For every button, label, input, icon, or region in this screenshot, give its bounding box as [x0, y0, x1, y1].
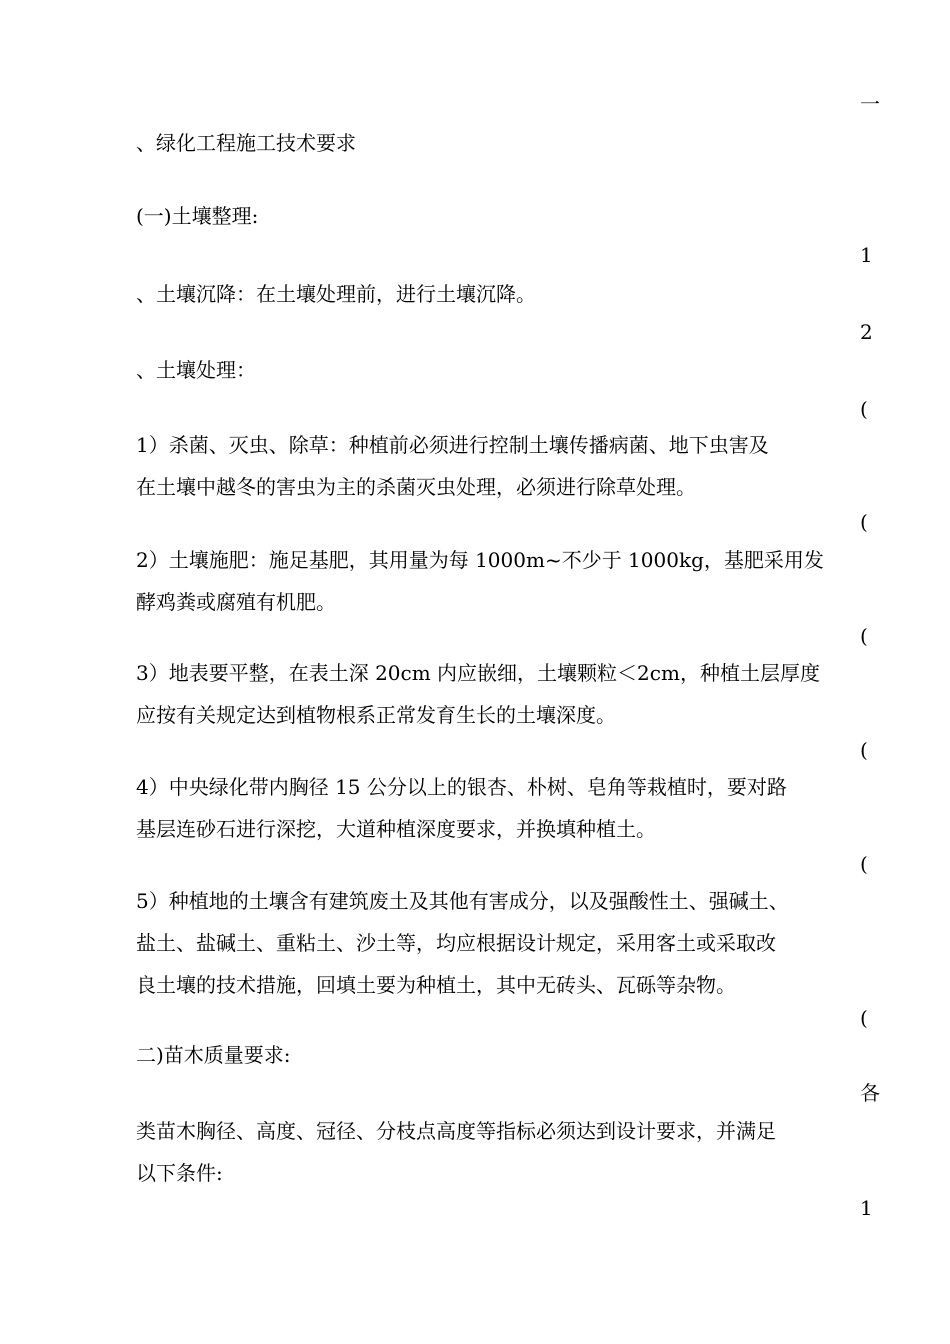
paragraph-3 [136, 652, 876, 736]
margin-number-1-bottom: 1 [860, 1196, 873, 1220]
paragraph-1-line-1: 1）杀菌、灭虫、除草：种植前必须进行控制土壤传播病菌、地下虫害及 [136, 433, 769, 457]
margin-char-yi: 一 [860, 92, 880, 116]
item-1-text: 、土壤沉降：在土壤处理前，进行土壤沉降。 [136, 282, 536, 306]
paragraph-4 [136, 766, 876, 850]
margin-number-1: 1 [860, 243, 873, 267]
document-title: 、绿化工程施工技术要求 [136, 131, 356, 155]
paragraph-5 [136, 880, 876, 1006]
margin-paren-5: ( [860, 852, 868, 876]
paragraph-2-line-1: 2）土壤施肥：施足基肥，其用量为每 1000m~不少于 1000kg，基肥采用发 [136, 548, 824, 572]
margin-number-2: 2 [860, 320, 873, 344]
paragraph-2-line-2: 酵鸡粪或腐殖有机肥。 [136, 590, 336, 614]
paragraph-3-line-2: 应按有关规定达到植物根系正常发育生长的土壤深度。 [136, 703, 616, 727]
section-2-line-1: 类苗木胸径、高度、冠径、分枝点高度等指标必须达到设计要求，并满足 [136, 1119, 776, 1143]
section-2-line-2: 以下条件: [136, 1161, 223, 1185]
margin-paren-3: ( [860, 624, 868, 648]
margin-paren-4: ( [860, 738, 868, 762]
paragraph-5-line-1: 5）种植地的土壤含有建筑废土及其他有害成分，以及强酸性土、强碱土、 [136, 889, 789, 913]
paragraph-5-line-3: 良土壤的技术措施，回填土要为种植土，其中无砖头、瓦砾等杂物。 [136, 973, 736, 997]
paragraph-3-line-1: 3）地表要平整，在表土深 20cm 内应嵌细，土壤颗粒＜2cm，种植土层厚度 [136, 661, 820, 685]
margin-char-ge: 各 [860, 1081, 880, 1105]
section-1-heading: (一)土壤整理: [136, 204, 259, 228]
paragraph-1 [136, 424, 876, 508]
section-2-heading: 二)苗木质量要求: [136, 1043, 291, 1067]
paragraph-1-line-2: 在土壤中越冬的害虫为主的杀菌灭虫处理，必须进行除草处理。 [136, 475, 696, 499]
margin-paren-2: ( [860, 510, 868, 534]
item-2-text: 、土壤处理： [136, 358, 256, 382]
section-2-paragraph [136, 1110, 876, 1194]
paragraph-4-line-1: 4）中央绿化带内胸径 15 公分以上的银杏、朴树、皂角等栽植时，要对路 [136, 775, 787, 799]
paragraph-5-line-2: 盐土、盐碱土、重粘土、沙土等，均应根据设计规定，采用客土或采取改 [136, 931, 776, 955]
paragraph-2 [136, 539, 876, 623]
margin-paren-1: ( [860, 397, 868, 421]
margin-paren-section-2: ( [860, 1006, 868, 1030]
paragraph-4-line-2: 基层连砂石进行深挖，大道种植深度要求，并换填种植土。 [136, 817, 656, 841]
